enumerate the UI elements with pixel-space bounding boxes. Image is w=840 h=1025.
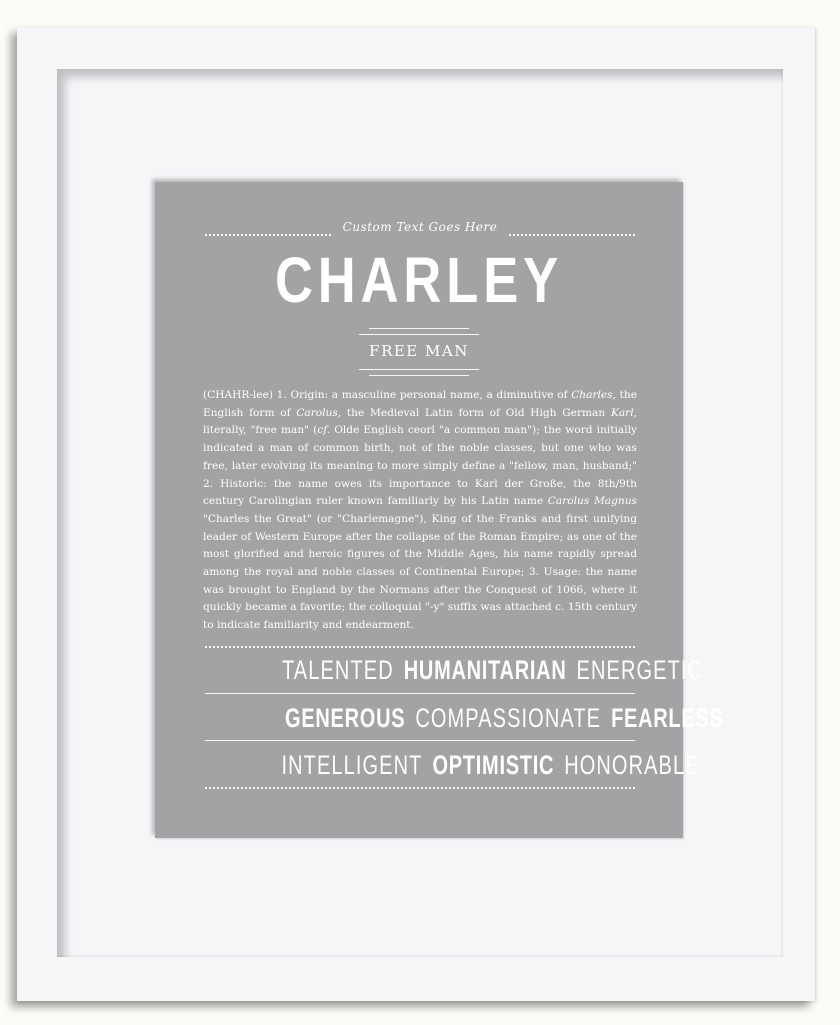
meaning-rule-bottom-2 [369, 375, 469, 376]
custom-text-row [205, 220, 635, 242]
traits-divider-bottom [205, 787, 635, 789]
trait-row-2 [205, 702, 724, 734]
definition-italic-term: Carolus [296, 406, 338, 419]
name-title: CHARLEY [274, 244, 564, 316]
meaning-rule-top [369, 328, 469, 329]
traits-divider-top [205, 646, 635, 648]
dotted-divider-right [509, 234, 635, 236]
name-meaning-print [155, 182, 724, 838]
definition-italic-term: Karl [610, 406, 634, 419]
definition-text: , the English form of [203, 389, 637, 419]
trait-word: HONORABLE [564, 750, 700, 780]
trait-word: TALENTED [281, 655, 394, 685]
trait-row-3 [205, 749, 700, 781]
trait-word: GENEROUS [285, 703, 406, 733]
trait-word: HUMANITARIAN [403, 655, 567, 685]
definition-text: Olde English ceorl "a common man"); the word initially indicated a man of common birth, not of the noble classes, but one who was free, later evolving its meaning to more simply define a "fellow, man, husband;" 2. Historic: the name owes its importance to Karl der Große, the 8th/9th century Carolingian ruler known familiarly by his Latin name [203, 424, 638, 508]
trait-word: COMPASSIONATE [415, 703, 602, 733]
name-definition [203, 387, 637, 635]
dotted-divider-left [205, 234, 331, 236]
custom-text: Custom Text Goes Here [342, 220, 498, 234]
definition-text: "Charles the Great" (or "Charlemagne"), King of the Franks and first unifying leader of Western Europe after the collapse of the Roman Empire; as one of the most glorified and heroic figures of the Middle Ages, his name rapidly spread among the royal and noble classes of Continental Europe; 3. Usage: the name was brought to England by the Normans after the Conquest of 1066, where it quickly became a favorite; the colloquial "-y" suffix was attached c. 15th century to indicate familiarity and endearment. [203, 512, 637, 632]
definition-text: , literally, "free man" ( [203, 406, 637, 437]
definition-text: (CHAHR-lee) 1. Origin: a masculine personal name, a diminutive of [203, 389, 572, 401]
name-meaning: FREE MAN [369, 342, 469, 360]
trait-row-1 [205, 654, 704, 686]
trait-word: INTELLIGENT [281, 750, 423, 780]
trait-word: FEARLESS [611, 703, 724, 733]
picture-frame [17, 27, 815, 1001]
frame-mat [57, 69, 783, 957]
meaning-rule-top-2 [359, 334, 479, 335]
meaning-rule-bottom [359, 369, 479, 370]
trait-word: OPTIMISTIC [432, 750, 555, 780]
definition-italic-term: cf. [317, 424, 331, 437]
traits-rule-1 [205, 693, 635, 694]
definition-italic-term: Charles [571, 389, 613, 401]
traits-rule-2 [205, 740, 635, 741]
trait-word: ENERGETIC [576, 655, 704, 685]
definition-italic-term: Carolus Magnus [547, 495, 637, 508]
definition-text: , the Medieval Latin form of Old High German [337, 406, 611, 419]
